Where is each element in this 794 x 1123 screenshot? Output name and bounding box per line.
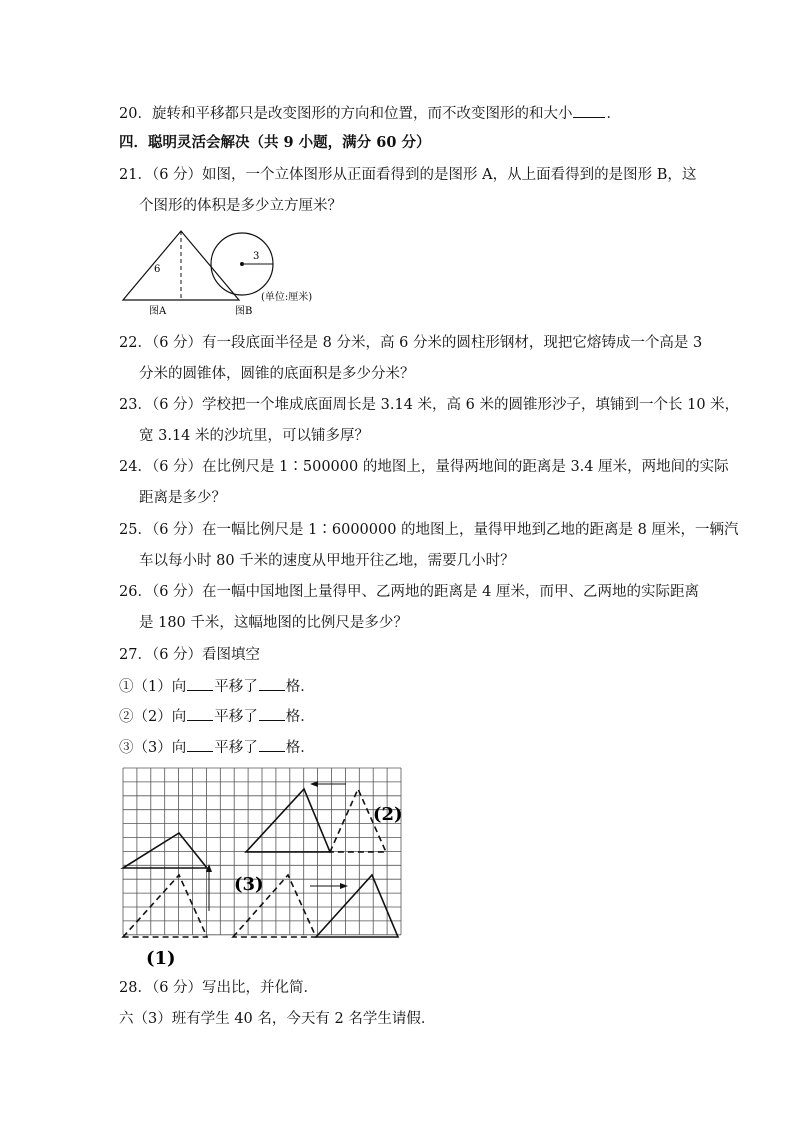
figure-a-height-label: 6 bbox=[154, 264, 161, 275]
shape-3-solid bbox=[316, 875, 398, 937]
q27-item-3: ③（3）向 平移了 格． bbox=[119, 737, 315, 758]
question-20-text: 20．旋转和平移都只是改变图形的方向和位置，而不改变图形的和大小 bbox=[119, 106, 573, 122]
q27-item-1: ①（1）向 平移了 格． bbox=[119, 676, 315, 697]
question-28-title: 28．（6 分）写出比，并化简． bbox=[119, 980, 319, 996]
figure-b-circle bbox=[211, 233, 312, 317]
label-shape-3: (3) bbox=[234, 874, 264, 895]
question-27-title: 27．（6 分）看图填空 bbox=[119, 647, 261, 663]
count-blank[interactable] bbox=[259, 706, 285, 721]
label-shape-1: (1) bbox=[146, 948, 176, 969]
q27-item-2: ②（2）向 平移了 格． bbox=[119, 706, 315, 727]
question-21-line2: 个图形的体积是多少立方厘米？ bbox=[139, 198, 342, 214]
figure-b-caption: 图B bbox=[235, 306, 253, 317]
count-blank[interactable] bbox=[259, 737, 285, 752]
question-21-line1: 21．（6 分）如图，一个立体图形从正面看得到的是图形 A，从上面看得到的是图形 B，这 bbox=[119, 167, 697, 183]
count-blank[interactable] bbox=[259, 676, 285, 691]
question-22-line1: 22．（6 分）有一段底面半径是 8 分米，高 6 分米的圆柱形钢材，现把它熔铸成一个高是 3 bbox=[119, 335, 703, 351]
question-24-line2: 距离是多少？ bbox=[139, 490, 226, 506]
question-23-line1: 23．（6 分）学校把一个堆成底面周长是 3.14 米，高 6 米的圆锥形沙子，填铺到一个长 10 米， bbox=[119, 397, 740, 413]
translation-grid-figure bbox=[118, 764, 408, 970]
question-28-text: 六（3）班有学生 40 名，今天有 2 名学生请假． bbox=[119, 1011, 436, 1027]
q21-figures bbox=[118, 228, 338, 318]
question-26-line2: 是 180 千米，这幅地图的比例尺是多少？ bbox=[139, 615, 408, 631]
direction-blank[interactable] bbox=[187, 676, 213, 691]
question-24-line1: 24．（6 分）在比例尺是 1∶500000 的地图上，量得两地间的距离是 3.4 厘米，两地间的实际 bbox=[119, 459, 729, 475]
question-26-line1: 26．（6 分）在一幅中国地图上量得甲、乙两地的距离是 4 厘米，而甲、乙两地的实际距离 bbox=[119, 584, 699, 600]
direction-blank[interactable] bbox=[187, 706, 213, 721]
question-22-line2: 分米的圆锥体，圆锥的底面积是多少分米？ bbox=[139, 366, 415, 382]
question-20: 20．旋转和平移都只是改变图形的方向和位置，而不改变图形的和大小 ． bbox=[119, 103, 621, 124]
answer-blank[interactable] bbox=[573, 103, 605, 118]
question-25-line1: 25．（6 分）在一幅比例尺是 1∶6000000 的地图上，量得甲地到乙地的距离是 8 厘米，一辆汽 bbox=[119, 522, 739, 538]
figure-b-radius-label: 3 bbox=[253, 251, 260, 262]
label-shape-2: (2) bbox=[373, 804, 403, 825]
direction-blank[interactable] bbox=[187, 737, 213, 752]
question-25-line2: 车以每小时 80 千米的速度从甲地开往乙地，需要几小时？ bbox=[139, 553, 515, 569]
question-23-line2: 宽 3.14 米的沙坑里，可以铺多厚？ bbox=[139, 428, 370, 444]
figure-a-caption: 图A bbox=[149, 306, 167, 317]
figure-a-triangle bbox=[123, 231, 239, 317]
section-heading: 四．聪明灵活会解决（共 9 小题，满分 60 分） bbox=[119, 134, 431, 151]
unit-note: (单位:厘米) bbox=[261, 292, 313, 303]
